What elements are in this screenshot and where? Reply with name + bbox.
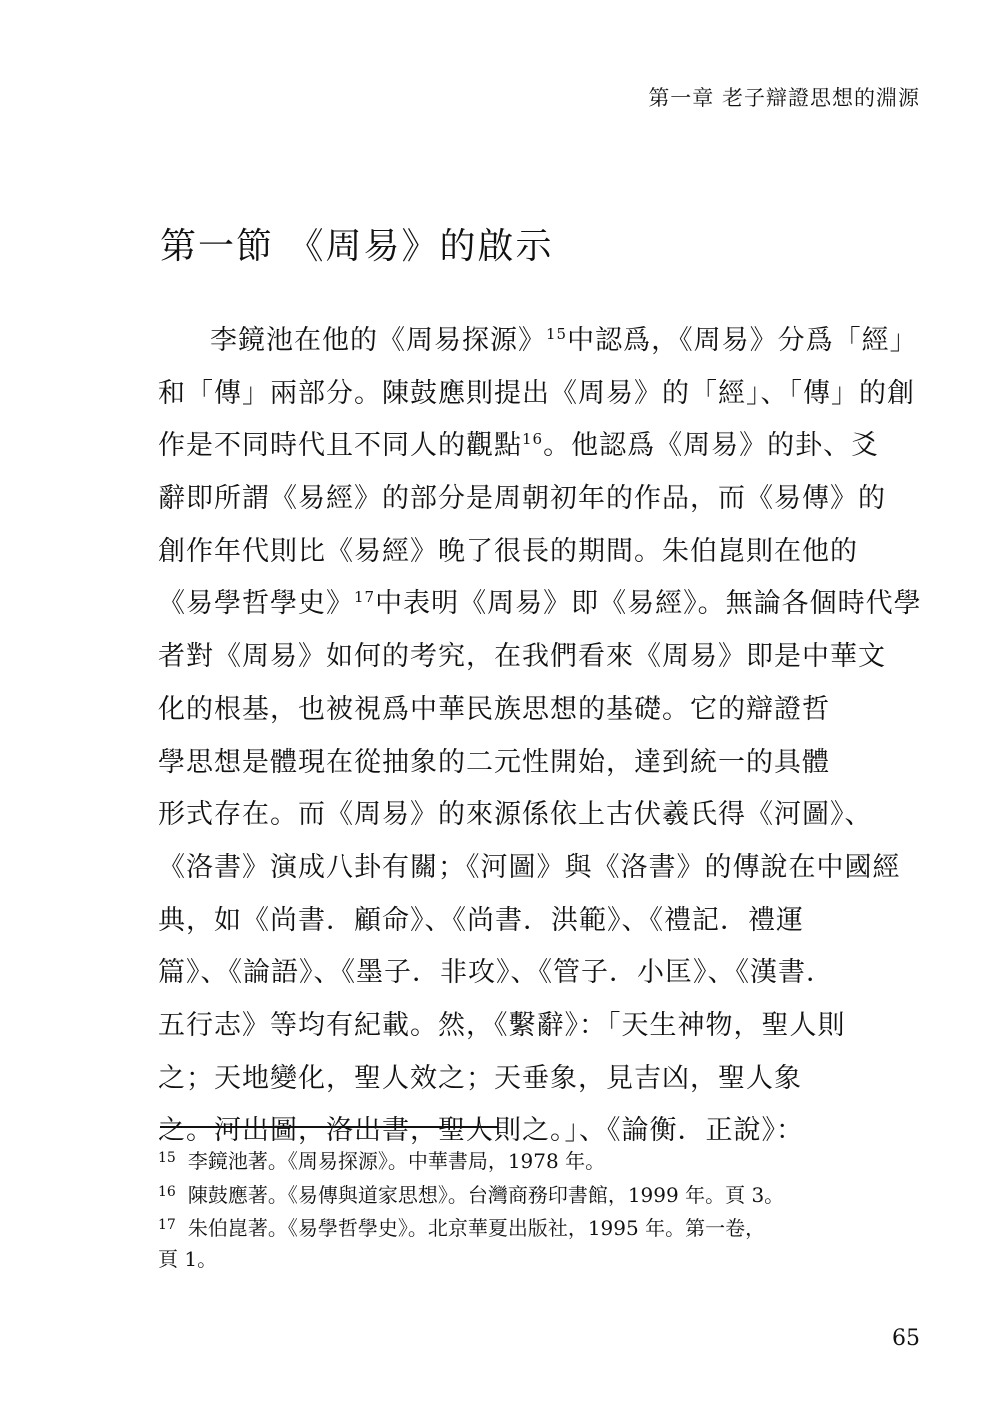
footnote-16 xyxy=(158,1176,898,1210)
footnote-17-continued: 頁 1。 xyxy=(158,1246,218,1271)
body-line-11: 《洛書》演成八卦有關；《河圖》與《洛書》的傳說在中國經 xyxy=(158,851,901,883)
body-line-4: 辭即所謂《易經》的部分是周朝初年的作品，而《易傳》的 xyxy=(158,483,886,515)
body-line-1: 李鏡池在他的《周易探源》$^{15}$中認爲，《周易》分爲「經」 xyxy=(210,325,918,356)
body-line-6: 《易學哲學史》$^{17}$中表明《周易》即《易經》。無論各個時代學 xyxy=(158,588,922,620)
body-line-15: 之；天地變化，聖人效之；天垂象，見吉凶，聖人象 xyxy=(158,1062,802,1094)
body-line-3: 作是不同時代且不同人的觀點$^{16}$。他認爲《周易》的卦、爻 xyxy=(158,430,880,462)
footnote-text: 朱伯崑著。《易學哲學史》。北京華夏出版社，1995 年。第一卷， xyxy=(187,1216,766,1240)
body-line-2: 和「傳」兩部分。陳鼓應則提出《周易》的「經」、「傳」的創 xyxy=(158,377,915,409)
running-header: 第一章 老子辯證思想的淵源 xyxy=(648,86,920,110)
footnote-ref-16: 16 xyxy=(522,430,544,449)
footnote-number: 17 xyxy=(158,1217,176,1233)
footnote-15 xyxy=(158,1142,898,1176)
footnote-number: 15 xyxy=(158,1150,176,1166)
body-line-7: 者對《周易》如何的考究，在我們看來《周易》即是中華文 xyxy=(158,641,886,673)
body-line-8: 化的根基，也被視爲中華民族思想的基礎。它的辯證哲 xyxy=(158,693,830,725)
footnote-number: 16 xyxy=(158,1183,176,1200)
footnote-text: 李鏡池著。《周易探源》。中華書局，1978 年。 xyxy=(187,1149,606,1173)
body-line-14: 五行志》等均有紀載。然，《繫辭》：「天生神物，聖人則 xyxy=(158,1009,846,1041)
body-line-12: 典，如《尚書．顧命》、《尚書．洪範》、《禮記．禮運 xyxy=(158,904,804,936)
footnotes xyxy=(158,1142,898,1276)
footnote-17 xyxy=(158,1209,898,1243)
body-line-16: 之。河出圖，洛出書，聖人則之。」、《論衡．正說》： xyxy=(158,1115,804,1147)
footnote-ref-17: 17 xyxy=(354,588,376,607)
section-title: 第一節 《周易》的啟示 xyxy=(160,226,554,267)
body-line-5: 創作年代則比《易經》晚了很長的期間。朱伯崑則在他的 xyxy=(158,535,858,567)
footnote-ref-15: 15 xyxy=(546,325,568,343)
body-line-13: 篇》、《論語》、《墨子．非攻》、《管子．小匡》、《漢書． xyxy=(158,957,834,989)
body-text xyxy=(158,315,922,1158)
body-line-10: 形式存在。而《周易》的來源係依上古伏羲氏得《河圖》、 xyxy=(158,799,873,831)
footnote-divider xyxy=(160,1126,498,1128)
page-number: 65 xyxy=(892,1326,920,1351)
footnote-text: 陳鼓應著。《易傳與道家思想》。台灣商務印書館，1999 年。頁 3。 xyxy=(187,1182,785,1207)
body-line-9: 學思想是體現在從抽象的二元性開始，達到統一的具體 xyxy=(158,746,830,778)
